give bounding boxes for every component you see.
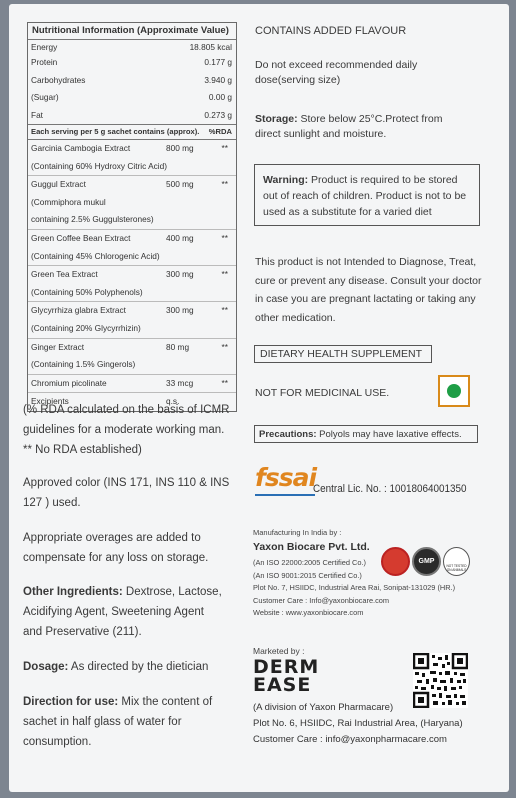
text-line: 127 ) used. bbox=[23, 497, 81, 509]
gmp-badge-icon: GMP bbox=[412, 547, 441, 576]
manufacturer-name: Yaxon Biocare Pvt. Ltd. bbox=[253, 541, 370, 553]
text-line: (An ISO 22000:2005 Certified Co.) bbox=[253, 558, 366, 567]
ingredient-name: (Containing 50% Polyphenols) bbox=[31, 286, 143, 297]
ingredient-qty: 500 mg bbox=[166, 179, 194, 190]
ingredient-name: (Containing 20% Glycyrrhizin) bbox=[31, 322, 141, 333]
ingredient-name: (Containing 1.5% Gingerols) bbox=[31, 359, 136, 370]
text-line: (% RDA calculated on the basis of ICMR bbox=[23, 404, 230, 416]
ingredient-row bbox=[28, 158, 236, 176]
text-line: Approved color (INS 171, INS 110 & INS bbox=[23, 477, 230, 489]
dosage-label: Dosage: bbox=[23, 661, 69, 673]
nutrition-row bbox=[28, 72, 236, 90]
daily-dose-note bbox=[255, 58, 417, 88]
text-line: consumption. bbox=[23, 736, 92, 748]
veg-mark-icon bbox=[438, 375, 470, 407]
text-line: (A division of Yaxon Pharmacare) bbox=[253, 702, 394, 713]
ingredient-qty: 300 mg bbox=[166, 305, 194, 316]
text-line: direct sunlight and moisture. bbox=[255, 128, 387, 140]
nutrition-value: 0.00 g bbox=[208, 92, 232, 102]
ingredient-row bbox=[28, 175, 236, 194]
nutrition-label: Protein bbox=[31, 57, 58, 67]
warning-label: Warning: bbox=[263, 174, 309, 186]
overages-note bbox=[23, 528, 208, 568]
ingredient-row bbox=[28, 301, 236, 320]
text-line: in case you are pregnant lactating or taking any bbox=[255, 293, 476, 305]
nutrition-label: Energy bbox=[31, 42, 58, 52]
text-line: Plot No. 7, HSIIDC, Industrial Area Rai, Sonipat-131029 (HR.) bbox=[253, 583, 456, 592]
color-note bbox=[23, 473, 229, 513]
nutrition-header: Nutritional Information (Approximate Value) bbox=[28, 23, 236, 40]
ingredient-row bbox=[28, 374, 236, 393]
ingredient-rda: ** bbox=[221, 305, 228, 316]
precautions-text: Polyols may have laxative effects. bbox=[316, 429, 462, 440]
brand-line: EASE bbox=[253, 674, 312, 696]
nutrition-label: Carbohydrates bbox=[31, 74, 86, 85]
direction-for-use bbox=[23, 692, 212, 752]
dietary-supplement-label: DIETARY HEALTH SUPPLEMENT bbox=[254, 345, 432, 363]
ingredient-rda: ** bbox=[221, 269, 228, 280]
not-medicinal: NOT FOR MEDICINAL USE. bbox=[255, 387, 390, 399]
storage-label: Storage: bbox=[255, 113, 298, 125]
text-line: Product is required to be stored bbox=[308, 174, 458, 186]
ingredient-rda: ** bbox=[221, 179, 228, 190]
precautions-box bbox=[254, 425, 478, 443]
text-line: compensate for any loss on storage. bbox=[23, 552, 209, 564]
other-ingredients bbox=[23, 582, 222, 642]
ingredient-list bbox=[28, 140, 236, 411]
ingredient-row bbox=[28, 194, 236, 212]
direction-label: Direction for use: bbox=[23, 696, 119, 708]
ingredient-row bbox=[28, 320, 236, 338]
dosage-text: As directed by the dietician bbox=[68, 661, 209, 673]
serving-header bbox=[28, 124, 236, 140]
ingredient-name: Ginger Extract bbox=[31, 341, 85, 352]
text-line: Website : www.yaxonbiocare.com bbox=[253, 608, 364, 617]
rda-note bbox=[23, 400, 229, 460]
text-line: Dextrose, Lactose, bbox=[122, 586, 222, 598]
text-line: Store below 25°C.Protect from bbox=[297, 113, 443, 125]
text-line: guidelines for a moderate working man. bbox=[23, 424, 225, 436]
ingredient-rda: ** bbox=[221, 232, 228, 243]
text-line: used as a substitute for a varied diet bbox=[263, 206, 432, 218]
text-line: out of reach of children. Product is not to be bbox=[263, 190, 467, 202]
ingredient-row bbox=[28, 211, 236, 229]
nutrition-value: 0.273 g bbox=[204, 109, 232, 120]
nutrition-value: 3.940 g bbox=[204, 74, 232, 85]
ingredient-name: Chromium picolinate bbox=[31, 377, 107, 388]
ingredient-name: Glycyrrhiza glabra Extract bbox=[31, 305, 126, 316]
ingredient-name: (Commiphora mukul bbox=[31, 196, 106, 207]
marketed-label: Marketed by : bbox=[253, 646, 305, 656]
fssai-logo-icon: fssai bbox=[255, 463, 317, 492]
text-line: other medication. bbox=[255, 311, 336, 324]
ingredient-row bbox=[28, 356, 236, 374]
nutrition-row bbox=[28, 89, 236, 107]
ingredient-row bbox=[28, 265, 236, 284]
ingredient-name: Excipients bbox=[31, 396, 69, 407]
text-line: Customer Care : Info@yaxonbiocare.com bbox=[253, 595, 390, 605]
ingredient-row bbox=[28, 229, 236, 248]
nutrition-label: Fat bbox=[31, 109, 43, 120]
other-ingredients-label: Other Ingredients: bbox=[23, 586, 123, 598]
text-line: (An ISO 9001:2015 Certified Co.) bbox=[253, 570, 362, 580]
dosage bbox=[23, 657, 208, 677]
ingredient-qty: 400 mg bbox=[166, 232, 194, 243]
fssai-underline bbox=[255, 494, 315, 496]
text-line: cure or prevent any disease. Consult your doctor bbox=[255, 274, 482, 287]
ingredient-name: Green Coffee Bean Extract bbox=[31, 232, 131, 243]
text-line: Plot No. 6, HSIIDC, Rai Industrial Area, (Haryana) bbox=[253, 718, 463, 729]
ingredient-name: (Containing 60% Hydroxy Citric Acid) bbox=[31, 160, 168, 171]
ingredient-rda: ** bbox=[221, 341, 228, 352]
nutrition-row bbox=[28, 107, 236, 125]
brand-line: DERM bbox=[253, 656, 320, 678]
precautions-label: Precautions: bbox=[259, 429, 317, 440]
ingredient-row bbox=[28, 284, 236, 302]
nutrition-row bbox=[28, 54, 236, 72]
warning-box bbox=[254, 164, 480, 226]
ingredient-name: Green Tea Extract bbox=[31, 269, 98, 280]
ingredient-row bbox=[28, 248, 236, 266]
serving-label: Each serving per 5 g sachet contains (approx). bbox=[31, 127, 200, 136]
text-line: and Preservative (211). bbox=[23, 626, 142, 638]
storage-note bbox=[255, 112, 442, 142]
ingredient-row bbox=[28, 140, 236, 158]
ingredient-qty: 300 mg bbox=[166, 269, 194, 280]
brand-logo bbox=[253, 658, 319, 694]
text-line: Mix the content of bbox=[118, 696, 213, 708]
ingredient-rda: ** bbox=[221, 377, 228, 388]
nutrition-value: 18.805 kcal bbox=[189, 42, 232, 52]
not-tested-on-animals-icon: NOT TESTED ON ANIMALS bbox=[443, 547, 470, 576]
ingredient-rda: ** bbox=[221, 143, 228, 153]
manufacturing-label: Manufacturing In India by : bbox=[253, 528, 342, 537]
ingredient-name: (Containing 45% Chlorogenic Acid) bbox=[31, 250, 160, 261]
nutrition-label: (Sugar) bbox=[31, 92, 59, 102]
text-line: sachet in half glass of water for bbox=[23, 716, 182, 728]
text-line: This product is not Intended to Diagnose, Treat, bbox=[255, 256, 477, 268]
text-line: ** No RDA established) bbox=[23, 444, 142, 456]
ingredient-qty: q.s. bbox=[166, 396, 180, 407]
disclaimer bbox=[255, 253, 481, 327]
text-line: dose(serving size) bbox=[255, 74, 341, 86]
ingredient-qty: 80 mg bbox=[166, 341, 190, 352]
ingredient-qty: 33 mcg bbox=[166, 377, 194, 388]
text-line: Do not exceed recommended daily bbox=[255, 59, 418, 71]
text-line: Acidifying Agent, Sweetening Agent bbox=[23, 606, 204, 618]
rda-header: %RDA bbox=[208, 127, 232, 136]
ingredient-qty: 800 mg bbox=[166, 143, 194, 153]
ingredient-row bbox=[28, 338, 236, 357]
marketer-details bbox=[253, 700, 463, 748]
who-seal-icon bbox=[381, 547, 410, 576]
nutrition-value: 0.177 g bbox=[204, 57, 232, 67]
license-number: Central Lic. No. : 10018064001350 bbox=[313, 483, 467, 495]
text-line: Appropriate overages are added to bbox=[23, 532, 201, 544]
ingredient-name: Garcinia Cambogia Extract bbox=[31, 143, 131, 153]
text-line: Customer Care : info@yaxonpharmacare.com bbox=[253, 734, 447, 745]
ingredient-name: containing 2.5% Guggulsterones) bbox=[31, 214, 154, 225]
nutrition-row bbox=[28, 40, 236, 54]
ingredient-name: Guggul Extract bbox=[31, 179, 86, 190]
added-flavour: CONTAINS ADDED FLAVOUR bbox=[255, 25, 407, 37]
nutrition-table bbox=[27, 22, 237, 412]
